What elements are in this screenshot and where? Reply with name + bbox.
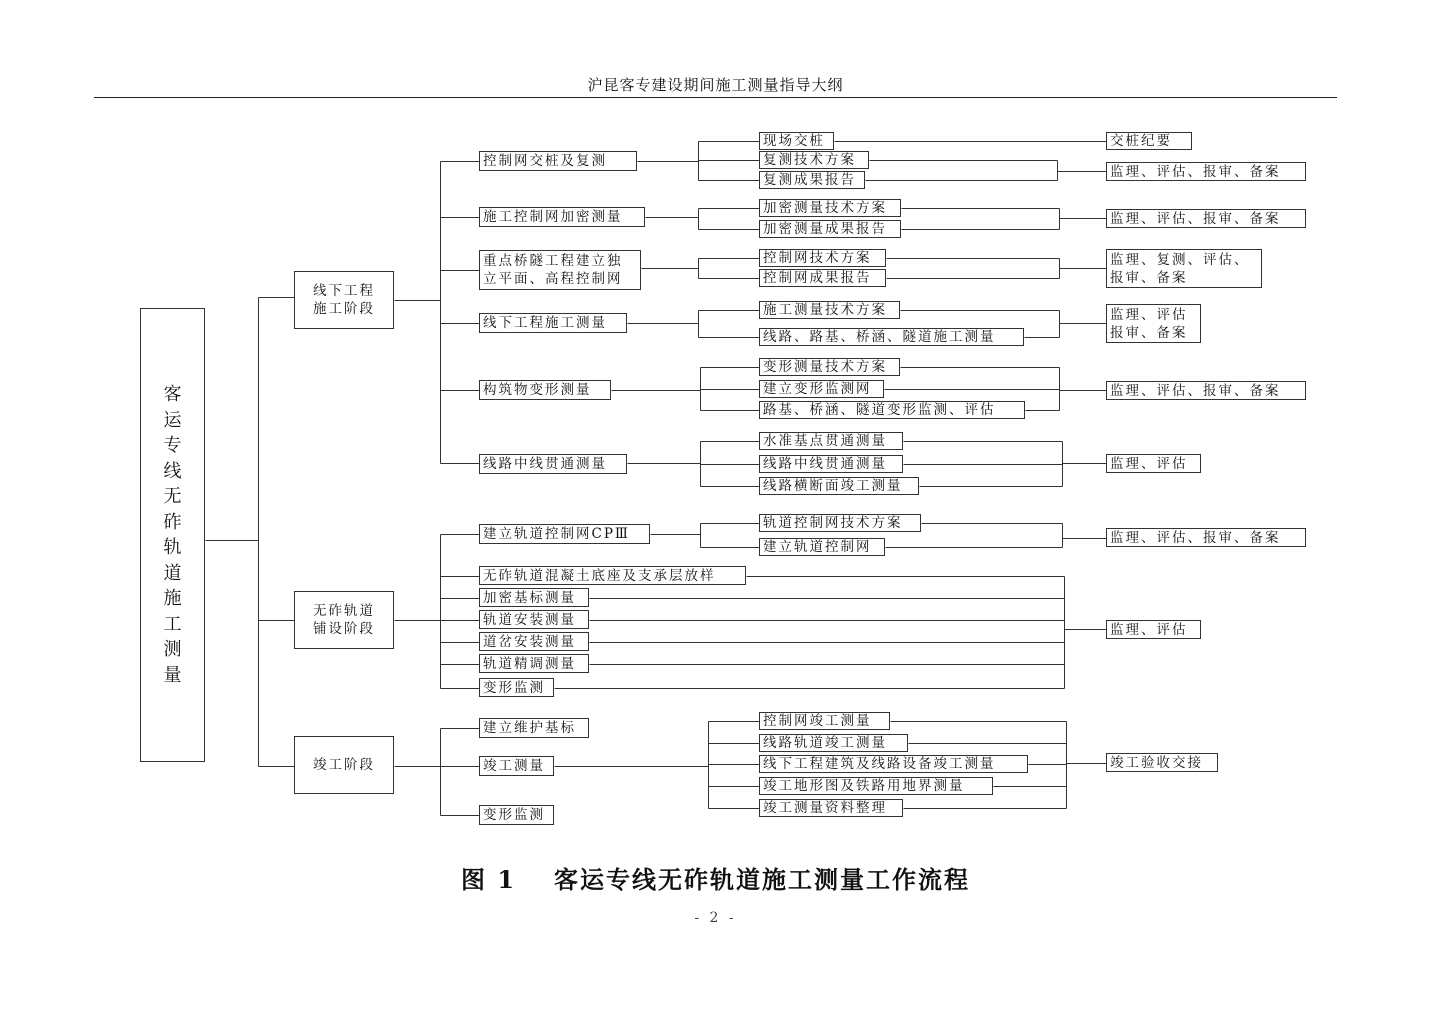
task-node: 线路中线贯通测量 [479, 454, 627, 474]
root-node: 客运专线无砟轨道施工测量 [140, 308, 205, 762]
task-node: 无砟轨道混凝土底座及支承层放样 [479, 566, 746, 585]
detail-node: 复测技术方案 [759, 151, 869, 169]
outcome-node: 监理、评估、报审、备案 [1106, 162, 1306, 181]
task-node: 建立轨道控制网CPⅢ [479, 524, 650, 544]
detail-node: 水准基点贯通测量 [759, 432, 903, 450]
task-node: 线下工程施工测量 [479, 313, 627, 333]
figure-number: 图 1 [460, 865, 517, 894]
task-node: 施工控制网加密测量 [479, 207, 645, 227]
detail-node: 建立变形监测网 [759, 380, 884, 398]
detail-node: 路基、桥涵、隧道变形监测、评估 [759, 401, 1025, 419]
outcome-node: 交桩纪要 [1106, 132, 1192, 150]
task-node: 道岔安装测量 [479, 632, 589, 651]
outcome-node: 监理、评估 [1106, 454, 1201, 473]
outcome-node: 监理、评估、报审、备案 [1106, 209, 1306, 228]
outcome-node: 监理、评估、报审、备案 [1106, 528, 1306, 547]
task-node: 变形监测 [479, 805, 554, 825]
outcome-node: 监理、复测、评估、 报审、备案 [1106, 249, 1262, 288]
task-node: 重点桥隧工程建立独 立平面、高程控制网 [479, 250, 641, 290]
document-header-title: 沪昆客专建设期间施工测量指导大纲 [587, 76, 844, 94]
task-node: 建立维护基标 [479, 718, 589, 738]
figure-caption [0, 860, 1431, 895]
detail-node: 轨道控制网技术方案 [759, 514, 921, 532]
outcome-node: 监理、评估 [1106, 620, 1201, 639]
task-node: 轨道精调测量 [479, 654, 589, 673]
detail-node: 加密测量技术方案 [759, 199, 901, 217]
detail-node: 竣工地形图及铁路用地界测量 [759, 777, 993, 795]
task-node: 轨道安装测量 [479, 610, 589, 629]
detail-node: 竣工测量资料整理 [759, 799, 903, 817]
page-number: - 2 - [694, 910, 737, 926]
task-node: 变形监测 [479, 678, 554, 697]
task-node: 构筑物变形测量 [479, 380, 611, 400]
task-node: 控制网交桩及复测 [479, 151, 637, 171]
detail-node: 现场交桩 [759, 132, 834, 150]
detail-node: 线路轨道竣工测量 [759, 734, 908, 752]
phase-node-completion: 竣工阶段 [294, 736, 394, 794]
task-node: 竣工测量 [479, 756, 554, 776]
phase-node-substructure: 线下工程 施工阶段 [294, 271, 394, 329]
outcome-node: 竣工验收交接 [1106, 753, 1218, 772]
phase-node-track-laying: 无砟轨道 铺设阶段 [294, 591, 394, 649]
detail-node: 线下工程建筑及线路设备竣工测量 [759, 755, 1028, 773]
detail-node: 线路中线贯通测量 [759, 455, 903, 473]
detail-node: 线路横断面竣工测量 [759, 477, 919, 495]
figure-title: 客运专线无砟轨道施工测量工作流程 [554, 865, 971, 894]
detail-node: 变形测量技术方案 [759, 358, 900, 376]
detail-node: 加密测量成果报告 [759, 220, 901, 238]
detail-node: 控制网竣工测量 [759, 712, 890, 730]
detail-node: 施工测量技术方案 [759, 301, 900, 319]
detail-node: 控制网技术方案 [759, 249, 886, 267]
task-node: 加密基标测量 [479, 588, 589, 607]
detail-node: 建立轨道控制网 [759, 538, 885, 556]
detail-node: 控制网成果报告 [759, 269, 886, 287]
detail-node: 线路、路基、桥涵、隧道施工测量 [759, 328, 1024, 346]
outcome-node: 监理、评估 报审、备案 [1106, 304, 1201, 343]
outcome-node: 监理、评估、报审、备案 [1106, 381, 1306, 400]
detail-node: 复测成果报告 [759, 171, 865, 189]
